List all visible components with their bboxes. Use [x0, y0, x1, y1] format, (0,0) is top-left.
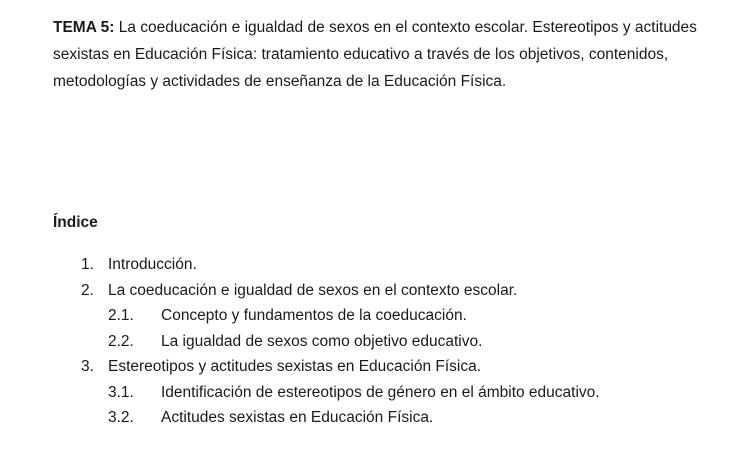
toc-item-text: Identificación de estereotipos de género en el ámbito educativo. [161, 383, 600, 401]
toc-item-1 [0, 252, 754, 278]
toc-item-text: Estereotipos y actitudes sexistas en Educación Física. [108, 358, 482, 375]
toc-item-3-1 [0, 380, 754, 406]
toc-item-number: 3. [81, 358, 94, 375]
toc-item-number: 2.2. [108, 332, 134, 350]
toc-item-text: Actitudes sexistas en Educación Física. [161, 409, 434, 426]
toc-item-text: Introducción. [108, 256, 197, 273]
toc-item-number: 2. [81, 281, 94, 299]
toc-item-3-2 [0, 405, 754, 431]
title-text: La coeducación e igualdad de sexos en el contexto escolar. Estereotipos y actitudes sexistas en Educación Física: tratamiento educativo a través de los objetivos, contenidos, metodologías y actividades de enseñanza de la Educación Física. [53, 19, 697, 90]
toc-item-3 [0, 354, 754, 380]
table-of-contents [0, 252, 754, 431]
toc-item-number: 2.1. [108, 307, 134, 324]
toc-item-2-2 [0, 329, 754, 355]
title-label: TEMA 5: [53, 19, 115, 36]
toc-item-number: 1. [81, 256, 94, 273]
toc-item-text: La coeducación e igualdad de sexos en el contexto escolar. [108, 281, 518, 299]
index-heading: Índice [53, 214, 98, 231]
document-title [53, 14, 723, 95]
toc-item-number: 3.2. [108, 409, 134, 426]
toc-item-2 [0, 278, 754, 304]
toc-item-text: Concepto y fundamentos de la coeducación. [161, 307, 467, 324]
toc-item-number: 3.1. [108, 383, 134, 401]
toc-item-2-1 [0, 303, 754, 329]
toc-item-text: La igualdad de sexos como objetivo educativo. [161, 332, 483, 350]
